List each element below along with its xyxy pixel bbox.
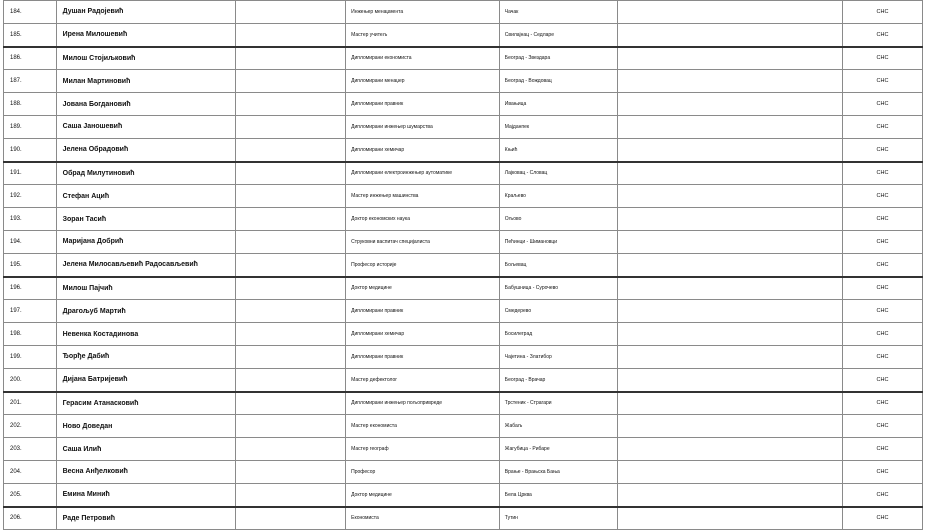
- table-row: [4, 70, 923, 93]
- candidate-profession: Професор историје: [346, 253, 500, 276]
- candidate-profession: Дипломирани правник: [346, 93, 500, 116]
- empty-cell: [617, 507, 842, 530]
- table-row: [4, 392, 923, 415]
- empty-cell: [235, 93, 346, 116]
- empty-cell: [617, 368, 842, 391]
- table-row: [4, 460, 923, 483]
- candidate-party: СНС: [842, 345, 922, 368]
- table-row: [4, 185, 923, 208]
- candidate-profession: Доктор медицине: [346, 483, 500, 506]
- candidate-name: Јелена Милосављевић Радосављевић: [56, 253, 235, 276]
- candidate-name: Герасим Атанасковић: [56, 392, 235, 415]
- row-number: 206.: [4, 507, 57, 530]
- candidate-name: Дијана Батријевић: [56, 368, 235, 391]
- candidate-profession: Мастер дефектолог: [346, 368, 500, 391]
- table-row: [4, 47, 923, 70]
- candidate-name: Ново Доведан: [56, 415, 235, 438]
- candidate-place: Смедерево: [499, 300, 617, 323]
- candidate-name: Јелена Обрадовић: [56, 138, 235, 161]
- empty-cell: [235, 323, 346, 346]
- table-row: [4, 208, 923, 231]
- candidate-party: СНС: [842, 230, 922, 253]
- candidate-profession: Дипломирани инжењер шумарства: [346, 115, 500, 138]
- candidate-profession: Професор: [346, 460, 500, 483]
- empty-cell: [617, 300, 842, 323]
- empty-cell: [235, 230, 346, 253]
- table-row: [4, 323, 923, 346]
- empty-cell: [617, 392, 842, 415]
- candidate-place: Бољевац: [499, 253, 617, 276]
- empty-cell: [235, 460, 346, 483]
- empty-cell: [235, 415, 346, 438]
- empty-cell: [235, 208, 346, 231]
- candidate-party: СНС: [842, 323, 922, 346]
- candidate-profession: Дипломирани правник: [346, 300, 500, 323]
- row-number: 195.: [4, 253, 57, 276]
- candidate-name: Душан Радојевић: [56, 1, 235, 24]
- row-number: 187.: [4, 70, 57, 93]
- empty-cell: [617, 460, 842, 483]
- row-number: 185.: [4, 23, 57, 46]
- candidate-name: Милош Стојиљковић: [56, 47, 235, 70]
- candidate-place: Краљево: [499, 185, 617, 208]
- empty-cell: [235, 277, 346, 300]
- empty-cell: [617, 253, 842, 276]
- table-row: [4, 23, 923, 46]
- candidate-profession: Инжењер менаџмента: [346, 1, 500, 24]
- candidate-party: СНС: [842, 70, 922, 93]
- empty-cell: [617, 162, 842, 185]
- row-number: 199.: [4, 345, 57, 368]
- candidate-place: Бела Црква: [499, 483, 617, 506]
- empty-cell: [617, 277, 842, 300]
- candidate-name: Емина Минић: [56, 483, 235, 506]
- row-number: 189.: [4, 115, 57, 138]
- candidate-place: Београд - Врачар: [499, 368, 617, 391]
- table-row: [4, 1, 923, 24]
- candidate-name: Невенка Костадинова: [56, 323, 235, 346]
- table-row: [4, 93, 923, 116]
- candidate-place: Трстеник - Страгари: [499, 392, 617, 415]
- candidate-name: Раде Петровић: [56, 507, 235, 530]
- candidate-party: СНС: [842, 1, 922, 24]
- candidate-profession: Дипломирани инжењер пољопривреде: [346, 392, 500, 415]
- candidate-party: СНС: [842, 185, 922, 208]
- candidate-name: Весна Анђелковић: [56, 460, 235, 483]
- candidate-party: СНС: [842, 93, 922, 116]
- row-number: 198.: [4, 323, 57, 346]
- empty-cell: [617, 93, 842, 116]
- candidate-name: Милош Пајчић: [56, 277, 235, 300]
- row-number: 200.: [4, 368, 57, 391]
- empty-cell: [235, 1, 346, 24]
- table-row: [4, 415, 923, 438]
- candidate-party: СНС: [842, 460, 922, 483]
- candidate-party: СНС: [842, 507, 922, 530]
- candidate-place: Чачак: [499, 1, 617, 24]
- candidate-rows: [4, 1, 923, 530]
- candidate-profession: Доктор медицине: [346, 277, 500, 300]
- empty-cell: [617, 70, 842, 93]
- candidate-place: Пећинци - Шимановци: [499, 230, 617, 253]
- empty-cell: [617, 415, 842, 438]
- candidate-profession: Мастер инжењер машинства: [346, 185, 500, 208]
- empty-cell: [235, 438, 346, 461]
- empty-cell: [235, 392, 346, 415]
- empty-cell: [235, 253, 346, 276]
- table-row: [4, 253, 923, 276]
- candidate-party: СНС: [842, 162, 922, 185]
- empty-cell: [617, 115, 842, 138]
- candidate-name: Саша Илић: [56, 438, 235, 461]
- candidate-table: [3, 0, 923, 530]
- empty-cell: [617, 230, 842, 253]
- row-number: 184.: [4, 1, 57, 24]
- row-number: 196.: [4, 277, 57, 300]
- empty-cell: [617, 208, 842, 231]
- candidate-name: Зоран Тасић: [56, 208, 235, 231]
- candidate-party: СНС: [842, 23, 922, 46]
- table-row: [4, 438, 923, 461]
- candidate-profession: Мастер учитељ: [346, 23, 500, 46]
- candidate-party: СНС: [842, 300, 922, 323]
- row-number: 205.: [4, 483, 57, 506]
- candidate-party: СНС: [842, 483, 922, 506]
- candidate-name: Ђорђе Дабић: [56, 345, 235, 368]
- row-number: 203.: [4, 438, 57, 461]
- candidate-profession: Доктор економских наука: [346, 208, 500, 231]
- candidate-profession: Мастер географ: [346, 438, 500, 461]
- empty-cell: [617, 138, 842, 161]
- candidate-party: СНС: [842, 368, 922, 391]
- empty-cell: [617, 23, 842, 46]
- candidate-place: Чајетина - Златибор: [499, 345, 617, 368]
- table-row: [4, 162, 923, 185]
- candidate-party: СНС: [842, 392, 922, 415]
- empty-cell: [235, 483, 346, 506]
- candidate-name: Саша Јаношевић: [56, 115, 235, 138]
- candidate-name: Драгољуб Мартић: [56, 300, 235, 323]
- candidate-profession: Дипломирани хемичар: [346, 323, 500, 346]
- row-number: 192.: [4, 185, 57, 208]
- empty-cell: [617, 483, 842, 506]
- row-number: 188.: [4, 93, 57, 116]
- candidate-place: Босилеград: [499, 323, 617, 346]
- empty-cell: [617, 438, 842, 461]
- candidate-name: Милан Мартиновић: [56, 70, 235, 93]
- candidate-party: СНС: [842, 277, 922, 300]
- candidate-place: Ољово: [499, 208, 617, 231]
- candidate-party: СНС: [842, 47, 922, 70]
- candidate-profession: Дипломирани хемичар: [346, 138, 500, 161]
- candidate-place: Тутин: [499, 507, 617, 530]
- candidate-party: СНС: [842, 438, 922, 461]
- table-row: [4, 507, 923, 530]
- row-number: 201.: [4, 392, 57, 415]
- empty-cell: [617, 345, 842, 368]
- candidate-party: СНС: [842, 138, 922, 161]
- candidate-place: Лајковац - Словац: [499, 162, 617, 185]
- candidate-place: Београд - Звездара: [499, 47, 617, 70]
- candidate-party: СНС: [842, 253, 922, 276]
- candidate-place: Мајданпек: [499, 115, 617, 138]
- table-row: [4, 368, 923, 391]
- candidate-name: Маријана Добрић: [56, 230, 235, 253]
- empty-cell: [235, 368, 346, 391]
- empty-cell: [235, 507, 346, 530]
- candidate-place: Ивањица: [499, 93, 617, 116]
- row-number: 190.: [4, 138, 57, 161]
- candidate-party: СНС: [842, 415, 922, 438]
- candidate-profession: Дипломирани електроинжењер аутоматике: [346, 162, 500, 185]
- candidate-profession: Мастер економиста: [346, 415, 500, 438]
- row-number: 204.: [4, 460, 57, 483]
- candidate-profession: Економиста: [346, 507, 500, 530]
- row-number: 202.: [4, 415, 57, 438]
- empty-cell: [617, 185, 842, 208]
- table-row: [4, 230, 923, 253]
- table-row: [4, 483, 923, 506]
- empty-cell: [235, 47, 346, 70]
- empty-cell: [617, 323, 842, 346]
- empty-cell: [235, 345, 346, 368]
- empty-cell: [617, 47, 842, 70]
- row-number: 194.: [4, 230, 57, 253]
- candidate-name: Обрад Милутиновић: [56, 162, 235, 185]
- empty-cell: [235, 162, 346, 185]
- candidate-name: Стефан Ацић: [56, 185, 235, 208]
- candidate-place: Књић: [499, 138, 617, 161]
- empty-cell: [235, 300, 346, 323]
- empty-cell: [617, 1, 842, 24]
- candidate-place: Београд - Вождовац: [499, 70, 617, 93]
- candidate-place: Жабаљ: [499, 415, 617, 438]
- candidate-profession: Струковни васпитач специјалиста: [346, 230, 500, 253]
- candidate-profession: Дипломирани економиста: [346, 47, 500, 70]
- row-number: 191.: [4, 162, 57, 185]
- candidate-party: СНС: [842, 115, 922, 138]
- candidate-profession: Дипломирани менаџер: [346, 70, 500, 93]
- empty-cell: [235, 138, 346, 161]
- candidate-profession: Дипломирани правник: [346, 345, 500, 368]
- row-number: 193.: [4, 208, 57, 231]
- candidate-place: Свилајнац - Седларе: [499, 23, 617, 46]
- row-number: 186.: [4, 47, 57, 70]
- empty-cell: [235, 70, 346, 93]
- table-row: [4, 115, 923, 138]
- candidate-place: Бабушница - Сурочево: [499, 277, 617, 300]
- candidate-name: Јована Богдановић: [56, 93, 235, 116]
- table-row: [4, 138, 923, 161]
- row-number: 197.: [4, 300, 57, 323]
- empty-cell: [235, 115, 346, 138]
- table-row: [4, 300, 923, 323]
- candidate-party: СНС: [842, 208, 922, 231]
- candidate-place: Жагубица - Рибаре: [499, 438, 617, 461]
- table-row: [4, 277, 923, 300]
- empty-cell: [235, 185, 346, 208]
- empty-cell: [235, 23, 346, 46]
- candidate-name: Ирена Милошевић: [56, 23, 235, 46]
- table-row: [4, 345, 923, 368]
- candidate-place: Врање - Врањска Бања: [499, 460, 617, 483]
